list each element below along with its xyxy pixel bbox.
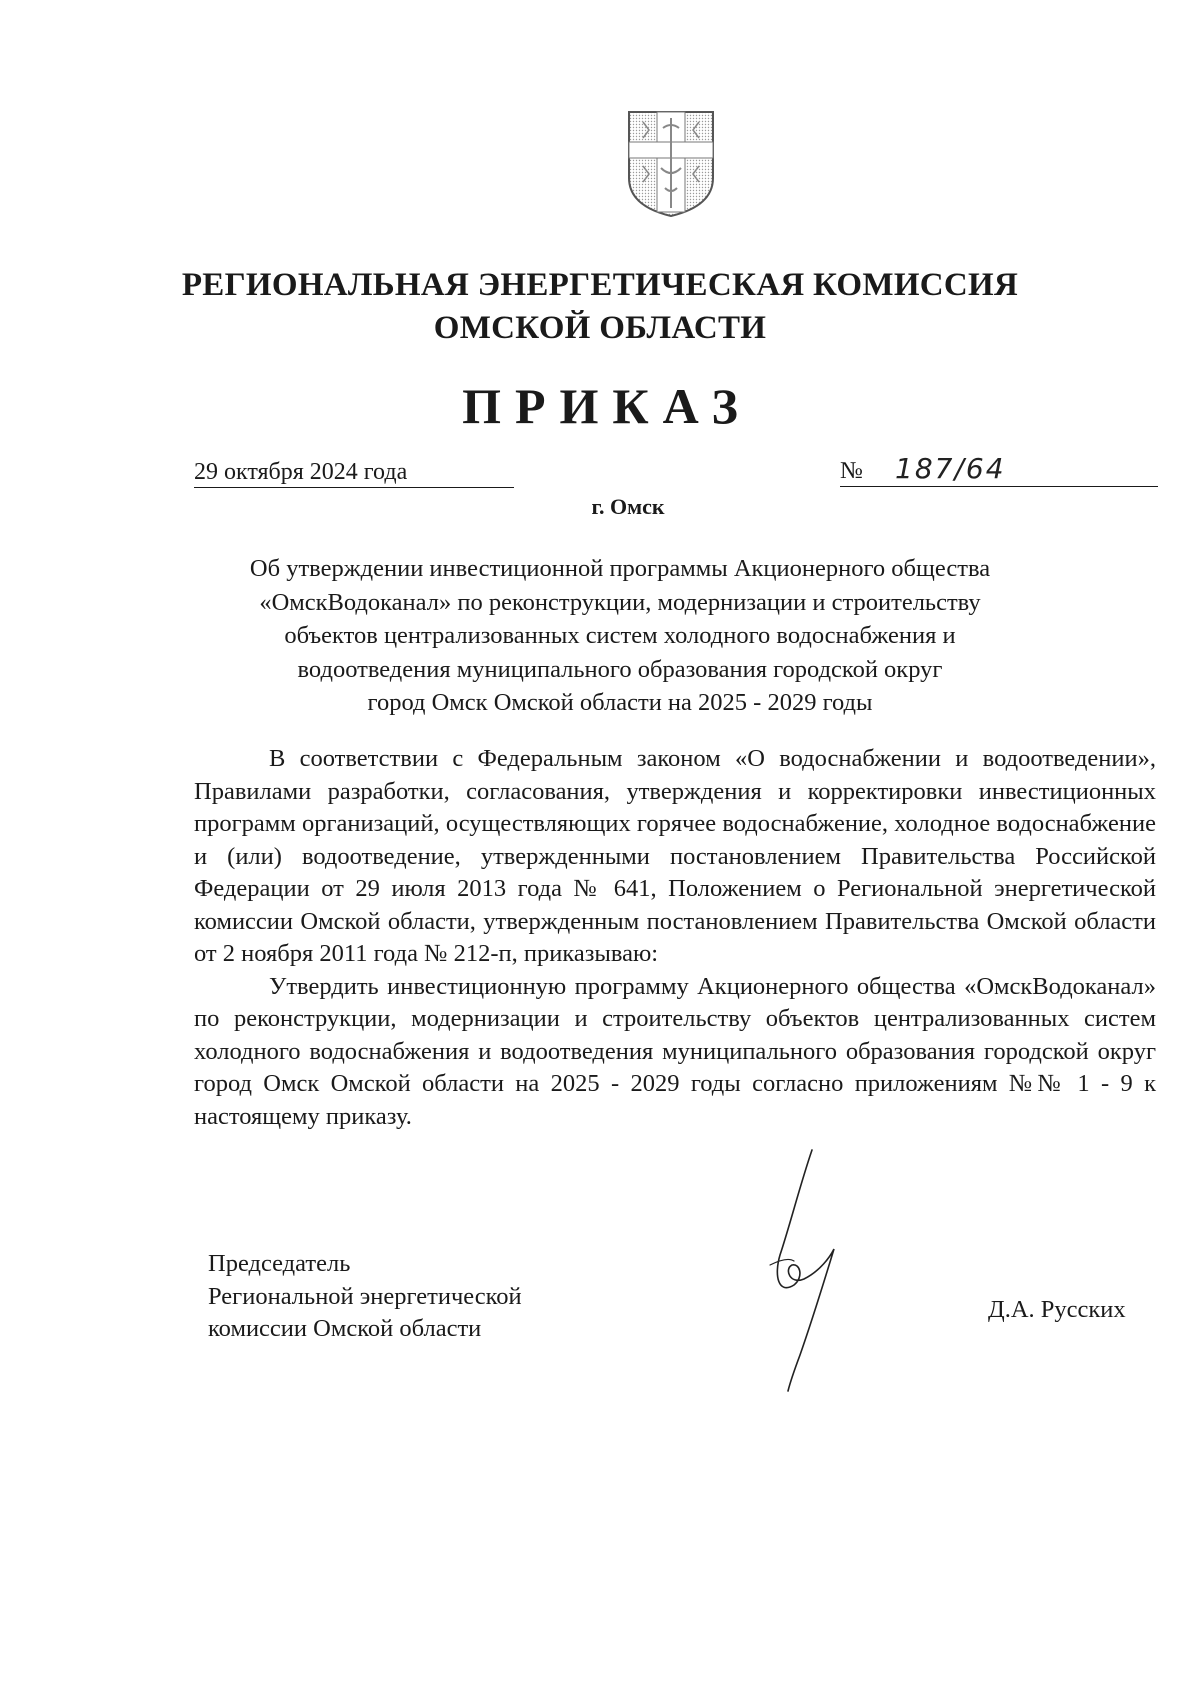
signer-position-line: Председатель <box>208 1250 351 1277</box>
document-date: 29 октября 2024 года <box>194 459 514 488</box>
coat-of-arms-icon <box>623 108 719 220</box>
signer-name: Д.А. Русских <box>988 1296 1126 1323</box>
signer-position <box>208 1248 522 1346</box>
body-paragraph-order: Утвердить инвестиционную программу Акционерного общества «ОмскВодоканал» по реконструкции, модернизации и строительству объектов централизованных систем холодного водоснабжения и водоотведения муниципального образования городской округ город Омск Омской области на 2025 - 2029 годы согласно приложениям №№ 1 - 9 к настоящему приказу. <box>194 972 1156 1130</box>
document-number: 187/64 <box>895 452 1006 485</box>
organization-name-line1: РЕГИОНАЛЬНАЯ ЭНЕРГЕТИЧЕСКАЯ КОМИССИЯ <box>181 267 1019 303</box>
document-subject <box>180 552 1060 720</box>
subject-line: город Омск Омской области на 2025 - 2029 годы <box>367 689 873 716</box>
subject-line: «ОмскВодоканал» по реконструкции, модернизации и строительству <box>259 588 981 616</box>
city: г. Омск <box>591 494 665 519</box>
number-sign: № <box>840 458 863 484</box>
organization-name-line2: ОМСКОЙ ОБЛАСТИ <box>433 310 767 346</box>
document-number-field <box>840 452 1158 487</box>
subject-line: объектов централизованных систем холодного водоснабжения и <box>284 622 956 649</box>
signer-position-line: Региональной энергетической <box>208 1282 522 1310</box>
document-body <box>194 743 1156 1133</box>
subject-line: Об утверждении инвестиционной программы Акционерного общества <box>249 555 991 582</box>
document-type-title: ПРИКАЗ <box>462 378 752 434</box>
subject-line: водоотведения муниципального образования городской округ <box>297 655 943 683</box>
handwritten-signature <box>760 1145 870 1395</box>
signer-position-line: комиссии Омской области <box>208 1315 482 1342</box>
body-paragraph-preamble: В соответствии с Федеральным законом «О водоснабжении и водоотведении», Правилами разработки, согласования, утверждения и корректировки инвестиционных программ организаций, осуществляющих горячее водоснабжение, холодное водоснабжение и (или) водоотведение, утвержденными постановлением Правительства Российской Федерации от 29 июля 2013 года № 641, Положением о Региональной энергетической комиссии Омской области, утвержденным постановлением Правительства Омской области от 2 ноября 2011 года № 212-п, приказываю: <box>194 745 1156 967</box>
